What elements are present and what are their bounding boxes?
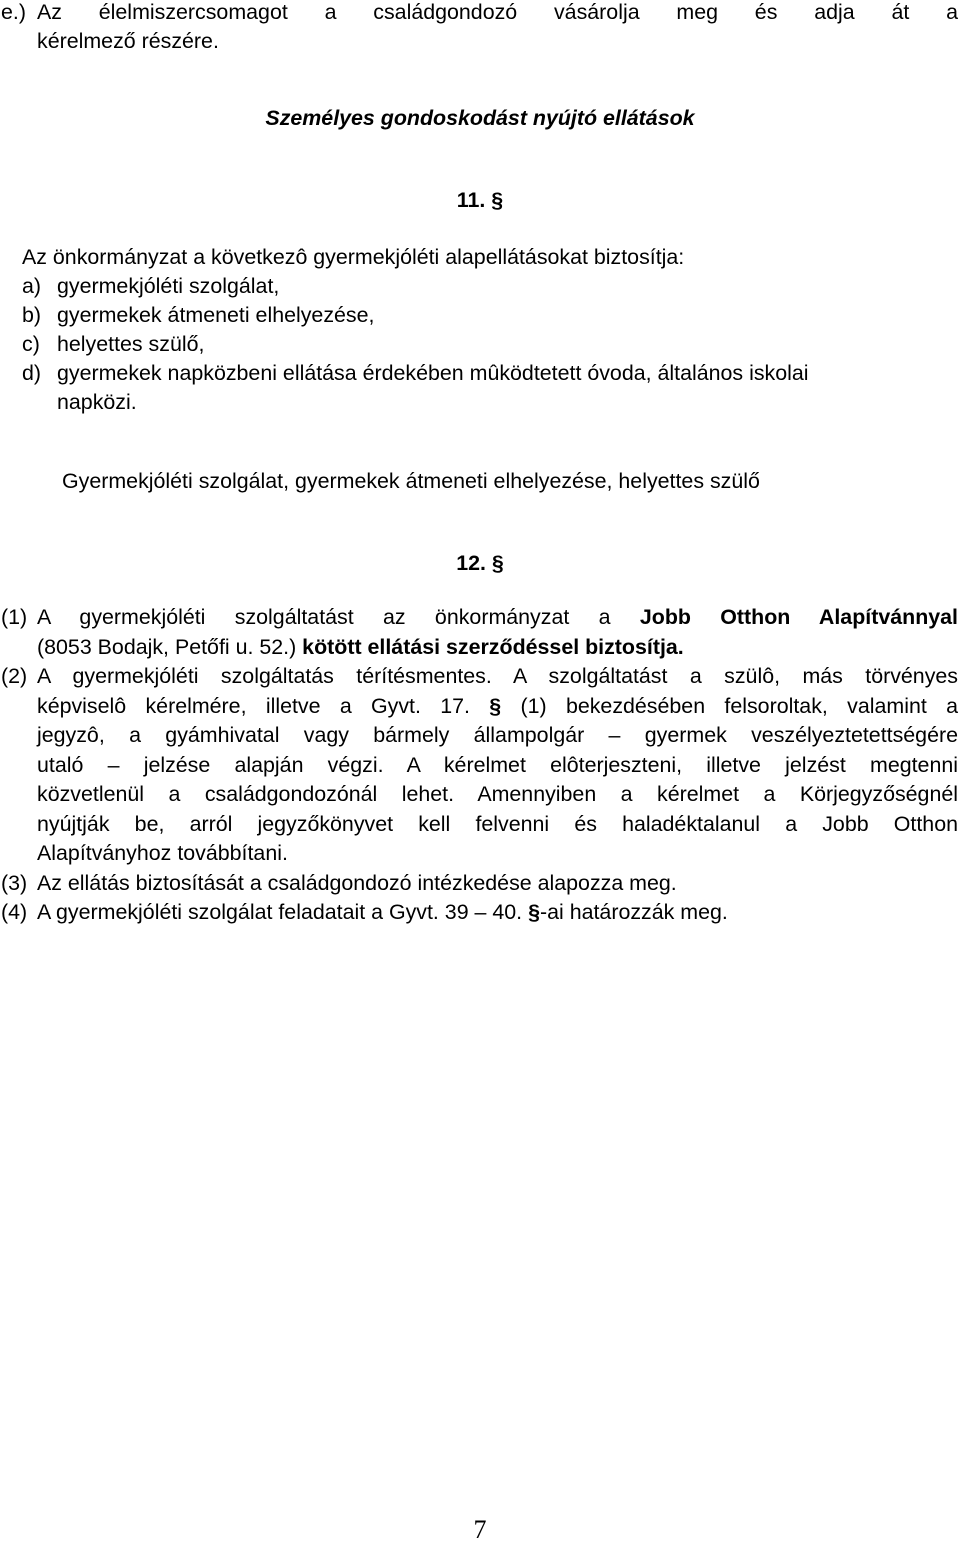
s11-item-b-label: b) xyxy=(22,303,42,327)
paragraph-1-text: A gyermekjóléti szolgáltatást az önkormányzat a xyxy=(37,605,640,629)
s11-item-c-text: helyettes szülő, xyxy=(57,332,205,356)
paragraph-3-text: Az ellátás biztosítását a családgondozó intézkedése alapozza meg. xyxy=(37,871,677,895)
s11-intro: Az önkormányzat a következô gyermekjóléti alapellátásokat biztosítja: xyxy=(22,245,685,269)
paragraph-1-line-1 xyxy=(37,603,958,631)
section-number: 12. xyxy=(456,551,486,575)
paragraph-2-text: képviselô kérelmére, illetve a Gyvt. 17. xyxy=(37,694,490,718)
page-number: 7 xyxy=(473,1515,487,1544)
paragraph-1-address: (8053 Bodajk, Petőfi u. 52.) xyxy=(37,635,303,659)
paragraph-1-foundation-name: Jobb Otthon Alapítvánnyal xyxy=(639,605,958,629)
s11-item-a-label: a) xyxy=(22,274,42,298)
paragraph-2-label: (2) xyxy=(1,664,28,688)
section-12-number xyxy=(0,549,960,577)
section-number: 11. xyxy=(456,188,486,212)
section-11-number xyxy=(0,186,960,214)
s11-item-d-label: d) xyxy=(22,361,42,385)
intro-label: e.) xyxy=(1,0,26,24)
paragraph-2-line-3: jegyzô, a gyámhivatal vagy bármely állampolgár – gyermek veszélyeztetettségére xyxy=(37,723,958,747)
subheading: Gyermekjóléti szolgálat, gyermekek átmeneti elhelyezése, helyettes szülő xyxy=(62,469,760,493)
paragraph-2-line-6: nyújtják be, arról jegyzőkönyvet kell felvenni és haladéktalanul a Jobb Otthon xyxy=(37,812,958,836)
section-heading: Személyes gondoskodást nyújtó ellátások xyxy=(265,106,695,130)
paragraph-2-line-4: utaló – jelzése alapján végzi. A kérelmet elôterjeszteni, illetve jelzést megtenni xyxy=(37,753,958,777)
paragraph-4-label: (4) xyxy=(1,900,28,924)
section-sign: § xyxy=(491,551,504,575)
section-sign: § xyxy=(489,694,502,718)
paragraph-1-line-2 xyxy=(37,633,684,661)
paragraph-1-contract: kötött ellátási szerződéssel biztosítja. xyxy=(302,635,684,659)
s11-item-d-text-1: gyermekek napközbeni ellátása érdekében mûködtetett óvoda, általános iskolai xyxy=(57,361,809,385)
paragraph-2-line-5: közvetlenül a családgondozónál lehet. Amennyiben a kérelmet a Körjegyzőségnél xyxy=(37,782,958,806)
s11-item-b-text: gyermekek átmeneti elhelyezése, xyxy=(57,303,375,327)
s11-item-d-text-2: napközi. xyxy=(57,390,137,414)
paragraph-3-label: (3) xyxy=(1,871,28,895)
section-sign: § xyxy=(528,900,540,924)
s11-item-c-label: c) xyxy=(22,332,40,356)
paragraph-2-line-2 xyxy=(37,692,958,720)
paragraph-2-line-1: A gyermekjóléti szolgáltatás térítésmentes. A szolgáltatást a szülô, más törvényes xyxy=(37,664,958,688)
paragraph-4-text-start: A gyermekjóléti szolgálat feladatait a Gyvt. 39 – 40. xyxy=(37,900,529,924)
section-sign: § xyxy=(491,188,504,212)
intro-line-2: kérelmező részére. xyxy=(37,29,219,53)
paragraph-1-label: (1) xyxy=(1,605,28,629)
intro-line-1: Az élelmiszercsomagot a családgondozó vásárolja meg és adja át a xyxy=(37,0,958,24)
paragraph-4-text xyxy=(37,898,728,926)
paragraph-2-text: (1) bekezdésében felsoroltak, valamint a xyxy=(501,694,958,718)
paragraph-4-text-end: -ai határozzák meg. xyxy=(539,900,728,924)
s11-item-a-text: gyermekjóléti szolgálat, xyxy=(57,274,280,298)
paragraph-2-line-7: Alapítványhoz továbbítani. xyxy=(37,841,288,865)
